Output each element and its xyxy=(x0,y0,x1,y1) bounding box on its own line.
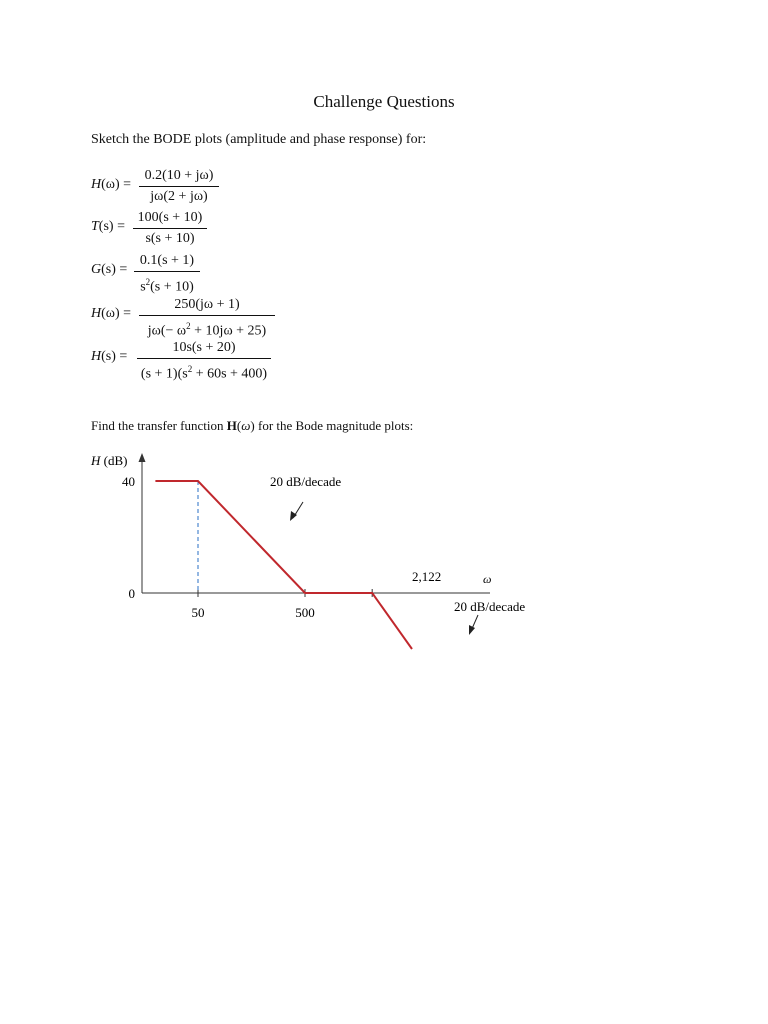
equation-fraction xyxy=(139,167,219,206)
y-axis-arrow xyxy=(139,453,146,462)
equation-fraction xyxy=(134,252,200,297)
equation-numerator: 100(s + 10) xyxy=(137,210,203,225)
equation-numerator: 0.1(s + 1) xyxy=(139,253,195,268)
equation-denominator: $(s + 1)(s^2 + 60s + 400)$ xyxy=(140,364,268,382)
equation-numerator: 250(jω + 1) xyxy=(174,297,240,312)
x-axis-label: ω xyxy=(483,572,492,586)
y-tick-label: 0 xyxy=(128,586,135,601)
equation-denominator: jω(2 + jω) xyxy=(150,189,208,204)
equation-denominator: $s^2(s + 10)$ xyxy=(140,277,194,295)
equation-numerator: 10s(s + 20) xyxy=(172,340,236,355)
y-axis-label: H (dB) xyxy=(91,453,128,468)
equation-lhs: H(ω) = xyxy=(91,306,132,321)
series-line xyxy=(155,481,412,649)
slope-annotation: 20 dB/decade xyxy=(270,474,342,489)
equation-denominator: $j\omega(- \omega^2 + 10j\omega + 25)$ xyxy=(147,321,267,339)
x-tick-label: 500 xyxy=(295,605,315,620)
equation-fraction xyxy=(133,209,207,248)
equation-lhs: H(s) = xyxy=(91,349,128,364)
question-2-text: Find the transfer function H(ω) for the Bode magnitude plots: xyxy=(91,418,414,433)
intro-text: Sketch the BODE plots (amplitude and phase response) for: xyxy=(91,132,427,147)
fraction-bar xyxy=(134,271,200,272)
equation-lhs: T(s) = xyxy=(91,219,125,234)
equation-lhs: G(s) = xyxy=(91,262,128,277)
equation-denominator: s(s + 10) xyxy=(145,231,195,246)
fraction-bar xyxy=(137,358,271,359)
x-tick-label: 50 xyxy=(191,605,205,620)
bode-magnitude-plot xyxy=(85,445,545,650)
page-title: Challenge Questions xyxy=(313,92,455,111)
equation-numerator: 0.2(10 + jω) xyxy=(144,168,214,183)
slope-annotation: 20 dB/decade xyxy=(454,599,526,614)
corner-frequency-label: 2,122 xyxy=(412,569,442,584)
fraction-bar xyxy=(139,315,275,316)
fraction-bar xyxy=(139,186,219,187)
equation-fraction xyxy=(137,339,271,384)
y-tick-label: 40 xyxy=(122,474,135,489)
annotation-arrowhead xyxy=(469,625,475,635)
equation-lhs: H(ω) = xyxy=(91,177,132,192)
equation-fraction xyxy=(139,296,275,341)
fraction-bar xyxy=(133,228,207,229)
